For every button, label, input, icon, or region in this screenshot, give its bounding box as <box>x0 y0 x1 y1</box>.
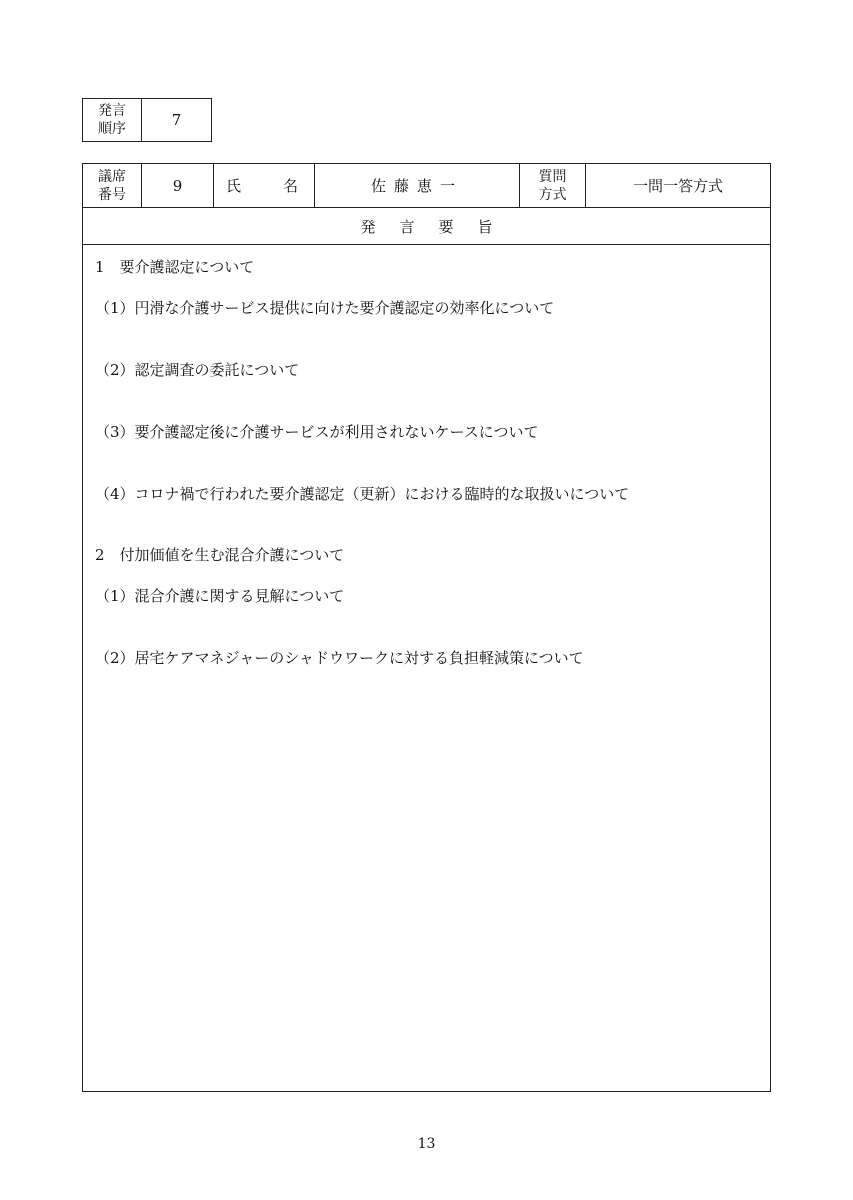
speech-order-label-line2: 順序 <box>98 121 126 137</box>
subtopic-item: （1）円滑な介護サービス提供に向けた要介護認定の効率化について <box>95 299 555 317</box>
topic-heading: 2 付加価値を生む混合介護について <box>95 546 345 564</box>
subtopic-item: （2）認定調査の委託について <box>95 361 300 379</box>
question-method-label <box>520 164 586 207</box>
speech-order-label-line1: 発言 <box>98 103 126 119</box>
seat-number-label-line1: 議席 <box>98 168 126 185</box>
name-label-char1: 氏 <box>226 177 242 195</box>
name-label <box>214 164 315 207</box>
question-method-value: 一問一答方式 <box>632 177 723 195</box>
speech-order-value: 7 <box>171 111 182 129</box>
subtopic-item: （1）混合介護に関する見解について <box>95 587 345 605</box>
speech-summary-table <box>82 163 771 1092</box>
page-number: 13 <box>417 1136 436 1152</box>
seat-number-label-line2: 番号 <box>98 186 126 203</box>
seat-number-value: 9 <box>142 164 214 207</box>
name-label-char2: 名 <box>282 177 298 195</box>
summary-content <box>83 245 770 1091</box>
speech-order-box <box>82 98 212 142</box>
name-value: 佐藤恵一 <box>315 164 520 207</box>
question-method-label-line1: 質問 <box>538 168 567 185</box>
section-heading: 発言要旨 <box>83 208 770 245</box>
topic-heading: 1 要介護認定について <box>95 258 255 276</box>
subtopic-item: （4）コロナ禍で行われた要介護認定（更新）における臨時的な取扱いについて <box>95 485 630 503</box>
speech-order-label <box>83 99 142 141</box>
subtopic-item: （2）居宅ケアマネジャーのシャドウワークに対する負担軽減策について <box>95 649 584 667</box>
info-row <box>83 164 770 208</box>
subtopic-item: （3）要介護認定後に介護サービスが利用されないケースについて <box>95 423 539 441</box>
seat-number-label <box>83 164 142 207</box>
question-method-label-line2: 方式 <box>538 186 567 203</box>
